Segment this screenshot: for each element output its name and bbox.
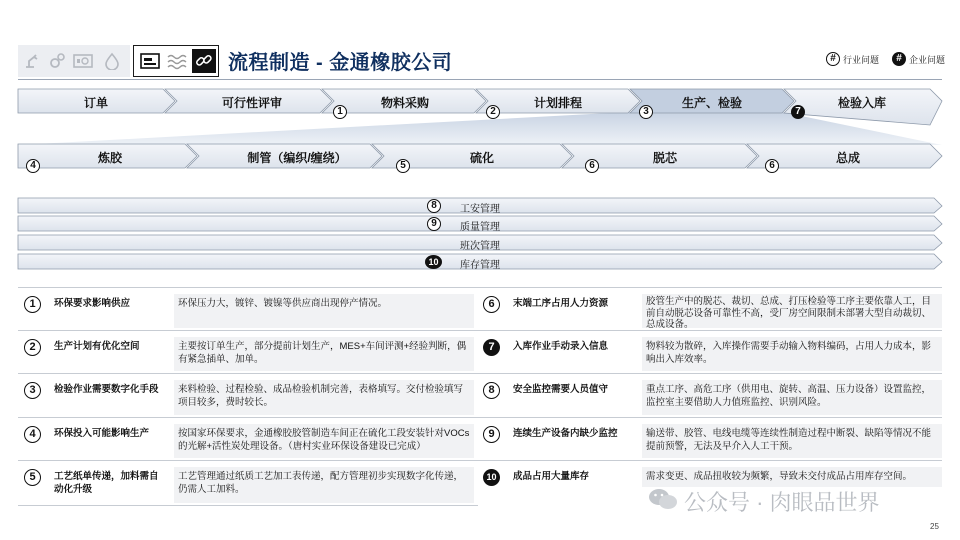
legend-outline-marker: # <box>826 52 840 66</box>
table-row-divider <box>18 373 942 374</box>
issue-desc-2: 主要按订单生产，部分提前计划生产，MES+车间评测+经验判断，偶有紧急插单、加单。 <box>174 337 474 371</box>
issue-desc-3: 来料检验、过程检验、成品检验机制完善，表格填写。交付检验填写项目较多，费时较长。 <box>174 380 474 415</box>
marker-assembly: 6 <box>765 159 779 173</box>
issue-number-4: 4 <box>24 424 41 443</box>
issue-title-1: 环保要求影响供应 <box>54 298 131 309</box>
step-tube-making: 制管（编织/缠绕） <box>247 151 347 165</box>
issue-desc-4: 按国家环保要求，金通橡胶胶管制造车间正在硫化工段安装针对VOCs的光解+活性炭处理设备。（唐村实业环保设备建设已完成） <box>174 424 474 458</box>
bar-label-shift: 班次管理 <box>460 241 500 252</box>
issue-title-7: 入库作业手动录入信息 <box>513 341 609 352</box>
issue-title-2: 生产计划有优化空间 <box>54 341 140 352</box>
table-row-divider <box>18 330 942 331</box>
issue-title-9: 连续生产设备内缺少监控 <box>513 428 618 439</box>
step-production: 生产、检验 <box>681 96 743 110</box>
step-warehousing: 检验入库 <box>837 96 887 110</box>
issue-desc-10: 需求变更、成品扭收较为频繁，导致未交付成品占用库存空间。 <box>642 467 942 487</box>
issue-number-1: 1 <box>24 294 41 313</box>
table-bottom-rule <box>18 505 478 506</box>
marker-procurement: 1 <box>333 105 347 119</box>
issue-title-6: 末端工序占用人力资源 <box>513 298 609 309</box>
issue-number-5: 5 <box>24 467 41 486</box>
issue-desc-1: 环保压力大，镀锌、镀镍等供应商出现停产情况。 <box>174 294 474 328</box>
bar-label-inventory: 库存管理 <box>460 260 500 271</box>
issue-desc-8: 重点工序、高危工序（供用电、旋转、高温、压力设备）设置监控，监控室主要借助人力值班监控、识别风险。 <box>642 380 942 415</box>
marker-scheduling: 2 <box>486 105 500 119</box>
issue-desc-9: 输送带、胶管、电线电缆等连续性制造过程中断裂、缺陷等情况不能提前预警，无法及早介入人工干预。 <box>642 424 942 458</box>
issue-title-10: 成品占用大量库存 <box>513 471 590 482</box>
issue-number-3: 3 <box>24 380 41 399</box>
issue-number-2: 2 <box>24 337 41 356</box>
marker-demold: 6 <box>585 159 599 173</box>
issue-number-10: 10 <box>483 467 500 486</box>
legend-industry-label: 行业问题 <box>843 54 880 65</box>
wechat-icon <box>648 487 678 517</box>
issue-number-7: 7 <box>483 337 500 356</box>
step-scheduling: 计划排程 <box>533 96 583 110</box>
marker-safety: 8 <box>427 199 441 213</box>
issue-title-5: 工艺纸单传递，加料需自动化升级 <box>54 471 159 495</box>
step-demold: 脱芯 <box>652 151 678 165</box>
issue-desc-7: 物料较为散碎，入库操作需要手动输入物料编码，占用人力成本，影响出入库效率。 <box>642 337 942 371</box>
step-mixing: 炼胶 <box>97 151 123 165</box>
bar-label-quality: 质量管理 <box>460 222 500 233</box>
marker-warehousing: 7 <box>791 105 805 119</box>
issue-title-3: 检验作业需要数字化手段 <box>54 384 159 395</box>
table-row-divider <box>18 460 942 461</box>
issue-number-6: 6 <box>483 294 500 313</box>
issue-number-9: 9 <box>483 424 500 443</box>
issue-desc-6: 胶管生产中的脱芯、裁切、总成、打压检验等工序主要依靠人工，目前自动脱芯设备可靠性不高，受厂房空间限制未部署大型自动裁切、总成设备。 <box>642 294 942 328</box>
bar-label-safety: 工安管理 <box>460 204 500 215</box>
marker-vulcanize: 5 <box>396 159 410 173</box>
issue-desc-5: 工艺管理通过纸质工艺加工表传递，配方管理初步实现数字化传递，仍需人工加料。 <box>174 467 474 503</box>
legend-company-label: 企业问题 <box>909 54 946 65</box>
table-top-rule <box>18 287 942 288</box>
step-order: 订单 <box>83 96 109 110</box>
issue-number-8: 8 <box>483 380 500 399</box>
watermark-text: 公众号 · 肉眼品世界 <box>684 490 880 515</box>
production-expand-fan <box>18 112 942 145</box>
page-title: 流程制造 - 金通橡胶公司 <box>228 52 453 74</box>
issue-title-4: 环保投入可能影响生产 <box>54 428 150 439</box>
marker-inventory: 10 <box>425 255 442 269</box>
step-procurement: 物料采购 <box>380 96 430 110</box>
step-assembly: 总成 <box>835 151 861 165</box>
step-vulcanize: 硫化 <box>469 151 495 165</box>
page-number: 25 <box>930 522 939 531</box>
watermark <box>648 486 880 517</box>
legend-filled-marker: # <box>892 52 906 66</box>
marker-quality: 9 <box>427 217 441 231</box>
issue-title-8: 安全监控需要人员值守 <box>513 384 609 395</box>
marker-mixing: 4 <box>26 159 40 173</box>
table-row-divider <box>18 417 942 418</box>
step-feasibility: 可行性评审 <box>221 96 283 110</box>
marker-production: 3 <box>639 105 653 119</box>
